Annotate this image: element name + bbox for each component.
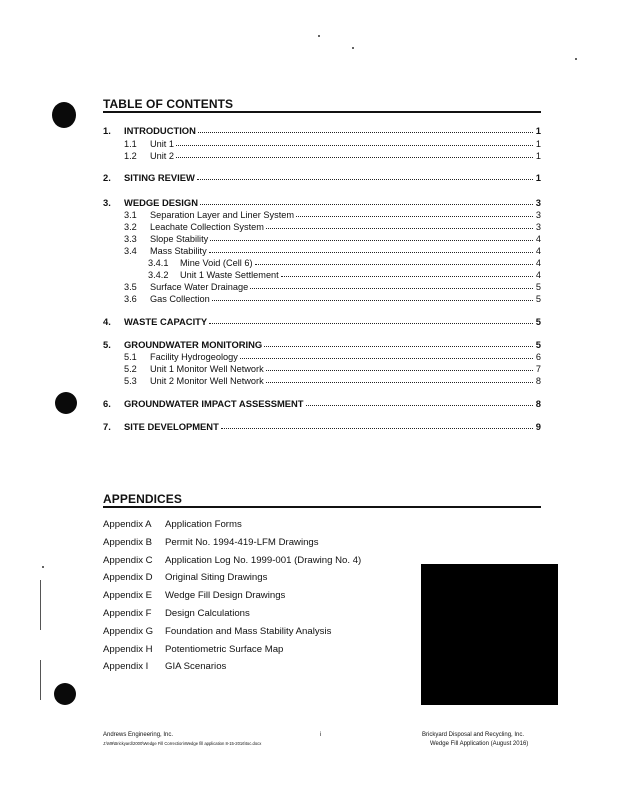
toc-entry [124,245,541,257]
toc-entry-title: Unit 1 [150,139,175,149]
toc-dot-leader [221,421,533,429]
toc-dot-leader [296,209,533,217]
footer-file-path: J:\M9\Brickyard\2000\Wedge Fill Correction\Wedge fill application 8-15-2016\toc.docx [103,741,262,746]
appendix-item [103,555,361,566]
redaction-block [421,564,558,705]
toc-dot-leader [212,293,533,301]
toc-dot-leader [200,197,533,205]
toc-entry-title: INTRODUCTION [124,125,196,136]
toc-entry-title: Unit 2 Monitor Well Network [150,376,264,386]
appendix-title: Wedge Fill Design Drawings [165,590,286,602]
hole-punch-middle [55,392,77,414]
toc-entry [124,209,541,221]
toc-entry-page: 4 [535,234,541,244]
toc-dot-leader [240,351,533,359]
footer-page-number: i [320,732,322,738]
appendix-item [103,626,331,637]
appendix-item [103,537,319,548]
appendix-title: GIA Scenarios [165,661,227,673]
toc-entry-title: Facility Hydrogeology [150,352,238,362]
appendix-label: Appendix D [103,572,153,584]
toc-dot-leader [264,339,533,347]
appendix-label: Appendix F [103,608,152,619]
toc-entry [103,316,541,327]
toc-dot-leader [210,233,533,241]
appendix-item [103,608,250,619]
toc-entry-page: 7 [535,364,541,374]
toc-entry-page: 3 [535,210,541,220]
appendix-label: Appendix C [103,554,153,566]
toc-entry-number: 1.1 [124,139,137,149]
toc-entry-page: 5 [535,316,541,327]
toc-entry [148,269,541,281]
toc-entry [124,363,541,375]
toc-entry-number: 5.2 [124,364,137,374]
toc-entry-title: Leachate Collection System [150,222,264,232]
toc-entry-page: 8 [535,398,541,409]
toc-entry-title: SITE DEVELOPMENT [124,421,219,432]
toc-entry-title: Surface Water Drainage [150,282,249,292]
toc-heading-rule [103,111,541,113]
toc-entry-title: Separation Layer and Liner System [150,210,295,220]
toc-dot-leader [266,221,533,229]
toc-heading: TABLE OF CONTENTS [103,97,234,111]
toc-entry-number: 1.2 [124,151,137,161]
toc-entry-number: 3.4 [124,246,137,256]
toc-entry-number: 4. [103,316,111,327]
toc-entry [124,150,541,162]
hole-punch-bottom [54,683,76,705]
toc-entry-title: Slope Stability [150,234,209,244]
toc-entry [103,172,541,183]
toc-entry-title: Mass Stability [150,246,207,256]
appendix-title: Application Forms [165,519,242,530]
toc-dot-leader [250,281,533,289]
toc-entry-page: 9 [535,421,541,432]
appendix-title: Foundation and Mass Stability Analysis [165,625,332,637]
toc-entry-number: 3.6 [124,294,137,304]
appendix-title: Original Siting Drawings [165,572,268,584]
toc-entry [148,257,541,269]
toc-entry-title: Mine Void (Cell 6) [180,258,253,268]
toc-entry-title: WEDGE DESIGN [124,197,198,208]
footer-company: Andrews Engineering, Inc. [103,732,174,738]
toc-dot-leader [176,138,533,146]
toc-entry-number: 7. [103,421,111,432]
toc-entry [124,138,541,150]
appendix-item [103,572,267,583]
toc-entry-number: 3. [103,197,111,208]
toc-entry-page: 4 [535,270,541,280]
toc-entry-title: SITING REVIEW [124,172,195,183]
toc-entry-number: 6. [103,398,111,409]
toc-entry-page: 1 [535,151,541,161]
toc-entry [124,233,541,245]
scan-speck [575,58,577,60]
toc-entry-number: 3.1 [124,210,137,220]
toc-entry [124,375,541,387]
toc-entry-title: GROUNDWATER IMPACT ASSESSMENT [124,398,304,409]
appendix-title: Potentiometric Surface Map [165,643,284,655]
toc-entry-number: 3.3 [124,234,137,244]
toc-entry-number: 3.4.2 [148,270,169,280]
toc-entry [103,421,541,432]
toc-entry-number: 3.5 [124,282,137,292]
toc-entry-page: 3 [535,197,541,208]
footer-document: Wedge Fill Application (August 2016) [430,741,529,747]
toc-entry-page: 4 [535,258,541,268]
toc-entry-page: 3 [535,222,541,232]
toc-entry [124,281,541,293]
toc-dot-leader [266,375,533,383]
appendix-title: Permit No. 1994-419-LFM Drawings [165,536,319,548]
toc-entry [124,293,541,305]
toc-entry-number: 3.2 [124,222,137,232]
toc-entry [103,197,541,208]
toc-entry [124,221,541,233]
toc-entry [103,125,541,136]
toc-entry-title: Unit 1 Waste Settlement [180,270,279,280]
toc-entry-number: 2. [103,172,111,183]
toc-entry-page: 1 [535,125,541,136]
hole-punch-top [52,102,76,128]
appendices-heading-rule [103,506,541,508]
appendix-label: Appendix H [103,643,153,655]
scan-speck [42,566,44,568]
appendix-item [103,590,285,601]
toc-entry-number: 1. [103,125,111,136]
toc-entry-number: 3.4.1 [148,258,169,268]
appendix-label: Appendix I [103,661,149,673]
toc-entry-page: 5 [535,282,541,292]
toc-entry-number: 5. [103,339,111,350]
toc-entry-page: 8 [535,376,541,386]
toc-entry-number: 5.1 [124,352,137,362]
toc-dot-leader [255,257,533,265]
appendix-label: Appendix B [103,536,153,548]
toc-dot-leader [281,269,533,277]
appendices-heading: APPENDICES [103,492,183,506]
appendix-label: Appendix A [103,519,152,530]
scan-speck [352,47,354,49]
toc-entry-number: 5.3 [124,376,137,386]
scan-edge-line [40,660,41,700]
toc-dot-leader [197,172,533,180]
toc-dot-leader [266,363,533,371]
footer-client: Brickyard Disposal and Recycling, Inc. [422,732,525,738]
toc-entry-page: 1 [535,139,541,149]
toc-entry-title: Unit 1 Monitor Well Network [150,364,264,374]
toc-entry [124,351,541,363]
toc-dot-leader [306,398,533,406]
toc-entry-title: Gas Collection [150,294,210,304]
toc-dot-leader [198,125,533,133]
toc-entry-title: GROUNDWATER MONITORING [124,339,263,350]
appendix-item [103,519,242,530]
toc-entry-page: 6 [535,352,541,362]
appendix-item [103,661,226,672]
toc-dot-leader [176,150,533,158]
toc-entry-page: 4 [535,246,541,256]
appendix-item [103,644,283,655]
toc-entry-page: 5 [535,294,541,304]
toc-entry-title: WASTE CAPACITY [124,316,208,327]
scan-speck [318,35,320,37]
appendix-label: Appendix G [103,625,154,637]
toc-entry [103,339,541,350]
toc-entry-page: 1 [535,172,541,183]
toc-dot-leader [209,245,533,253]
toc-entry-page: 5 [535,339,541,350]
appendix-title: Design Calculations [165,608,250,619]
appendix-title: Application Log No. 1999-001 (Drawing No. 4) [165,554,362,566]
toc-entry [103,398,541,409]
scan-edge-line [40,580,41,630]
toc-entry-title: Unit 2 [150,151,175,161]
appendix-label: Appendix E [103,590,153,602]
toc-dot-leader [209,316,533,324]
